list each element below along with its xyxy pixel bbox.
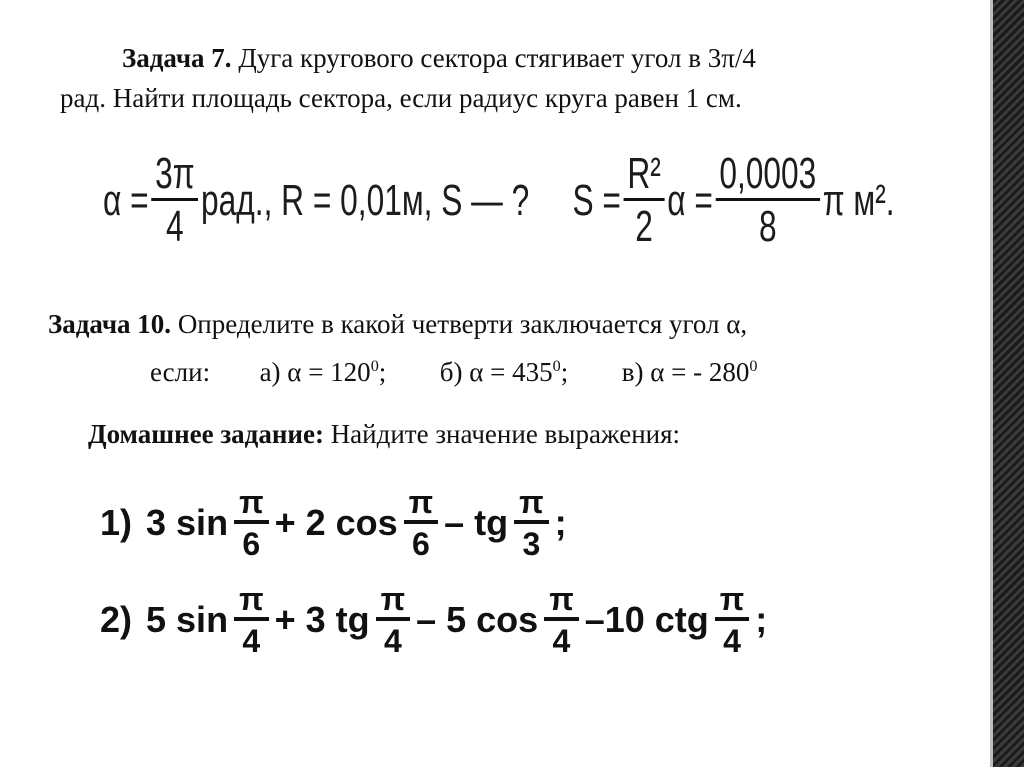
exercise-1-term-2: + 2 cos — [274, 502, 398, 543]
homework-label: Домашнее задание: — [88, 419, 324, 449]
exercise-1-term-1: 3 sin — [146, 502, 229, 543]
solution-numerator-1: R² — [624, 152, 665, 201]
homework-exercise-2 — [100, 575, 767, 665]
given-numerator: 3π — [151, 152, 198, 201]
solution-mid: α = — [667, 175, 713, 225]
exercise-1-fraction-1: $\frac{\pi}{6}$ — [234, 486, 269, 560]
task10-option-c: в) α = - $280^0$ — [621, 357, 758, 387]
solution-fraction-1 — [624, 149, 665, 251]
task10-option-b: б) $\alpha = 435^0$; — [439, 357, 569, 387]
homework-exercise-1 — [100, 478, 567, 568]
task10-option-a: а) $\alpha = 120^0$; — [259, 357, 387, 387]
task10-label: Задача 10. — [48, 309, 172, 339]
exercise-1-end: ; — [554, 502, 567, 543]
solution-denominator-2: 8 — [759, 202, 777, 251]
exercise-2-term-3: – 5 cos — [416, 599, 539, 640]
exercise-1-fraction-3: $\frac{\pi}{3}$ — [514, 486, 549, 560]
decorative-right-border — [990, 0, 1024, 767]
task7-line1 — [122, 40, 756, 77]
exercise-2-term-2: + 3 tg — [274, 599, 370, 640]
exercise-1-term-3: – tg — [444, 502, 509, 543]
solution-s: S = — [572, 175, 621, 225]
exercise-1-fraction-2: $\frac{\pi}{6}$ — [404, 486, 439, 560]
homework-text: Найдите значение выражения: — [323, 419, 681, 449]
solution-numerator-2: 0,0003 — [716, 152, 820, 201]
task10-if: если: — [150, 357, 211, 387]
task7-label: Задача 7. — [122, 43, 232, 73]
exercise-2-term-1: 5 sin — [146, 599, 229, 640]
exercise-2-number: 2) — [100, 599, 133, 640]
homework-heading — [88, 416, 680, 453]
task7-text-line1: Дуга кругового сектора стягивает угол в 3π/4 — [231, 43, 756, 73]
exercise-2-end: ; — [755, 599, 768, 640]
solution-fraction-2 — [716, 149, 820, 251]
solution-end: π м². — [822, 175, 895, 225]
given-fraction — [151, 149, 198, 251]
exercise-2-fraction-2: $\frac{\pi}{4}$ — [376, 583, 411, 657]
task7-line2: рад. Найти площадь сектора, если радиус круга равен 1 см. — [60, 83, 742, 113]
exercise-1-number: 1) — [100, 502, 133, 543]
exercise-2-fraction-4: $\frac{\pi}{4}$ — [715, 583, 750, 657]
task10-line2 — [150, 348, 757, 391]
exercise-2-fraction-3: $\frac{\pi}{4}$ — [544, 583, 579, 657]
exercise-2-fraction-1: $\frac{\pi}{4}$ — [234, 583, 269, 657]
task10-line1 — [48, 306, 747, 343]
task10-text-line1: Определите в какой четверти заключается угол α, — [171, 309, 748, 339]
task7-formula — [103, 138, 895, 263]
given-rest: рад., R = 0,01м, S — ? — [201, 175, 530, 225]
exercise-2-term-4: –10 ctg — [584, 599, 709, 640]
given-denominator: 4 — [166, 202, 184, 251]
given-alpha: α = — [103, 175, 149, 225]
solution-denominator-1: 2 — [635, 202, 653, 251]
